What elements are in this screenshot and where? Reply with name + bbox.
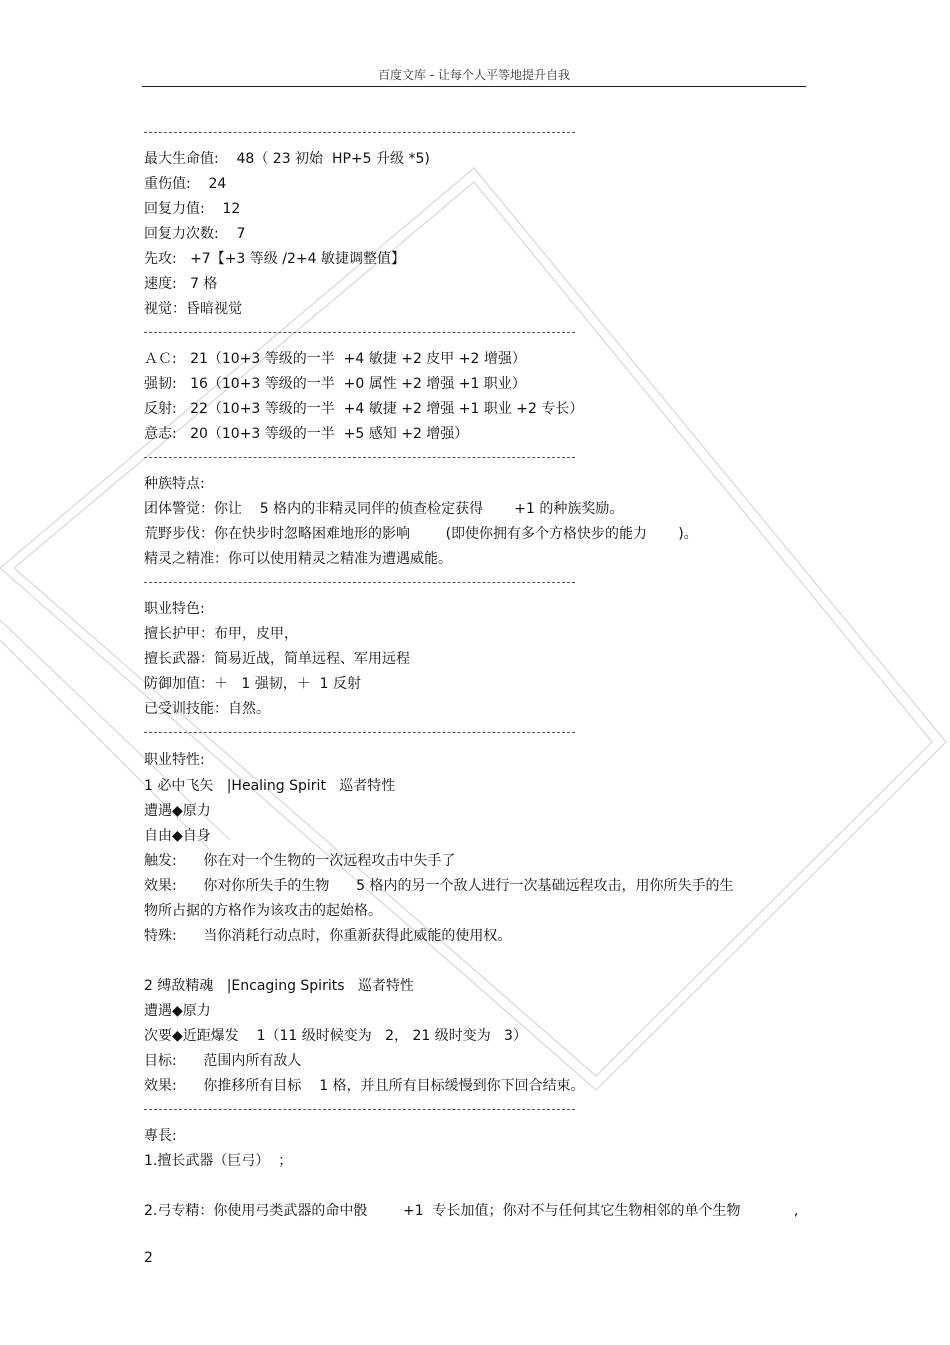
- section-title: 專長:: [144, 1128, 177, 1144]
- powers-section: [144, 747, 808, 1099]
- power-line: 物所占据的方格作为该攻击的起始格。: [144, 903, 382, 919]
- stat-line: 回复力次数: 7: [144, 226, 246, 242]
- stats-section: [144, 147, 808, 322]
- section-separator: [144, 722, 808, 747]
- feature-line: 防御加值：＋ 1 强韧，＋ 1 反射: [144, 676, 361, 692]
- header-rule: [142, 86, 806, 87]
- power-line: 效果: 你对你所失手的生物 5 格内的另一个敌人进行一次基础远程攻击，用你所失手的生: [144, 878, 734, 894]
- page-header: 百度文库 - 让每个人平等地提升自我: [378, 68, 570, 82]
- class-features-section: [144, 597, 808, 722]
- defenses-section: [144, 347, 808, 447]
- feature-line: 已受训技能：自然。: [144, 701, 270, 717]
- section-separator: [144, 1099, 808, 1124]
- trait-line: 精灵之精准：你可以使用精灵之精准为遭遇威能。: [144, 551, 452, 567]
- power-line: 目标: 范围内所有敌人: [144, 1053, 302, 1069]
- section-separator: [144, 122, 808, 147]
- section-title: 职业特色:: [144, 601, 205, 617]
- blank-line: [144, 949, 808, 974]
- defense-line: 意志: 20（10+3 等级的一半 +5 感知 +2 增强）: [144, 426, 469, 442]
- section-title: 种族特点:: [144, 476, 205, 492]
- feat-line: 2.弓专精：你使用弓类武器的命中骰 +1 专长加值；你对不与任何其它生物相邻的单个生物 ,: [144, 1203, 799, 1219]
- feature-line: 擅长护甲：布甲，皮甲，: [144, 626, 298, 642]
- power-line: 遭遇◆原力: [144, 803, 211, 819]
- power-line: 触发: 你在对一个生物的一次远程攻击中失手了: [144, 853, 456, 869]
- character-sheet: [144, 122, 808, 1224]
- power-line: 效果: 你推移所有目标 1 格，并且所有目标缓慢到你下回合结束。: [144, 1078, 585, 1094]
- power-title: 2 缚敌精魂 |Encaging Spirits 巡者特性: [144, 978, 414, 994]
- power-line: 特殊: 当你消耗行动点时，你重新获得此威能的使用权。: [144, 928, 512, 944]
- stat-line: 回复力值: 12: [144, 201, 241, 217]
- blank-line: [144, 1174, 808, 1199]
- section-separator: [144, 572, 808, 597]
- power-block-1: [144, 774, 808, 949]
- trait-line: 荒野步伐：你在快步时忽略困难地形的影响 (即使你拥有多个方格快步的能力 )。: [144, 526, 698, 542]
- stat-line: 重伤值: 24: [144, 176, 227, 192]
- racial-traits-section: [144, 472, 808, 572]
- feature-line: 擅长武器：简易近战，简单远程、军用远程: [144, 651, 410, 667]
- power-line: 遭遇◆原力: [144, 1003, 211, 1019]
- power-line: 自由◆自身: [144, 828, 211, 844]
- power-line: 次要◆近距爆发 1（11 级时候变为 2， 21 级时变为 3）: [144, 1028, 527, 1044]
- stat-line: 先攻: +7【+3 等级 /2+4 敏捷调整值】: [144, 251, 405, 267]
- stat-line: 最大生命值: 48（ 23 初始 HP+5 升级 *5): [144, 151, 430, 167]
- power-block-2: [144, 974, 808, 1099]
- feat-line: 1.擅长武器（巨弓） ；: [144, 1153, 293, 1169]
- section-separator: [144, 322, 808, 347]
- power-title: 1 必中飞矢 |Healing Spirit 巡者特性: [144, 778, 396, 794]
- defense-line: ＡＣ: 21（10+3 等级的一半 +4 敏捷 +2 皮甲 +2 增强）: [144, 351, 526, 367]
- trait-line: 团体警觉：你让 5 格内的非精灵同伴的侦查检定获得 +1 的种族奖励。: [144, 501, 624, 517]
- defense-line: 强韧: 16（10+3 等级的一半 +0 属性 +2 增强 +1 职业）: [144, 376, 526, 392]
- section-separator: [144, 447, 808, 472]
- feats-section: [144, 1124, 808, 1224]
- section-title: 职业特性:: [144, 752, 205, 768]
- stat-line: 速度: 7 格: [144, 276, 218, 292]
- stat-line: 视觉：昏暗视觉: [144, 301, 242, 317]
- page-number: 2: [144, 1250, 153, 1266]
- defense-line: 反射: 22（10+3 等级的一半 +4 敏捷 +2 增强 +1 职业 +2 专长）: [144, 401, 584, 417]
